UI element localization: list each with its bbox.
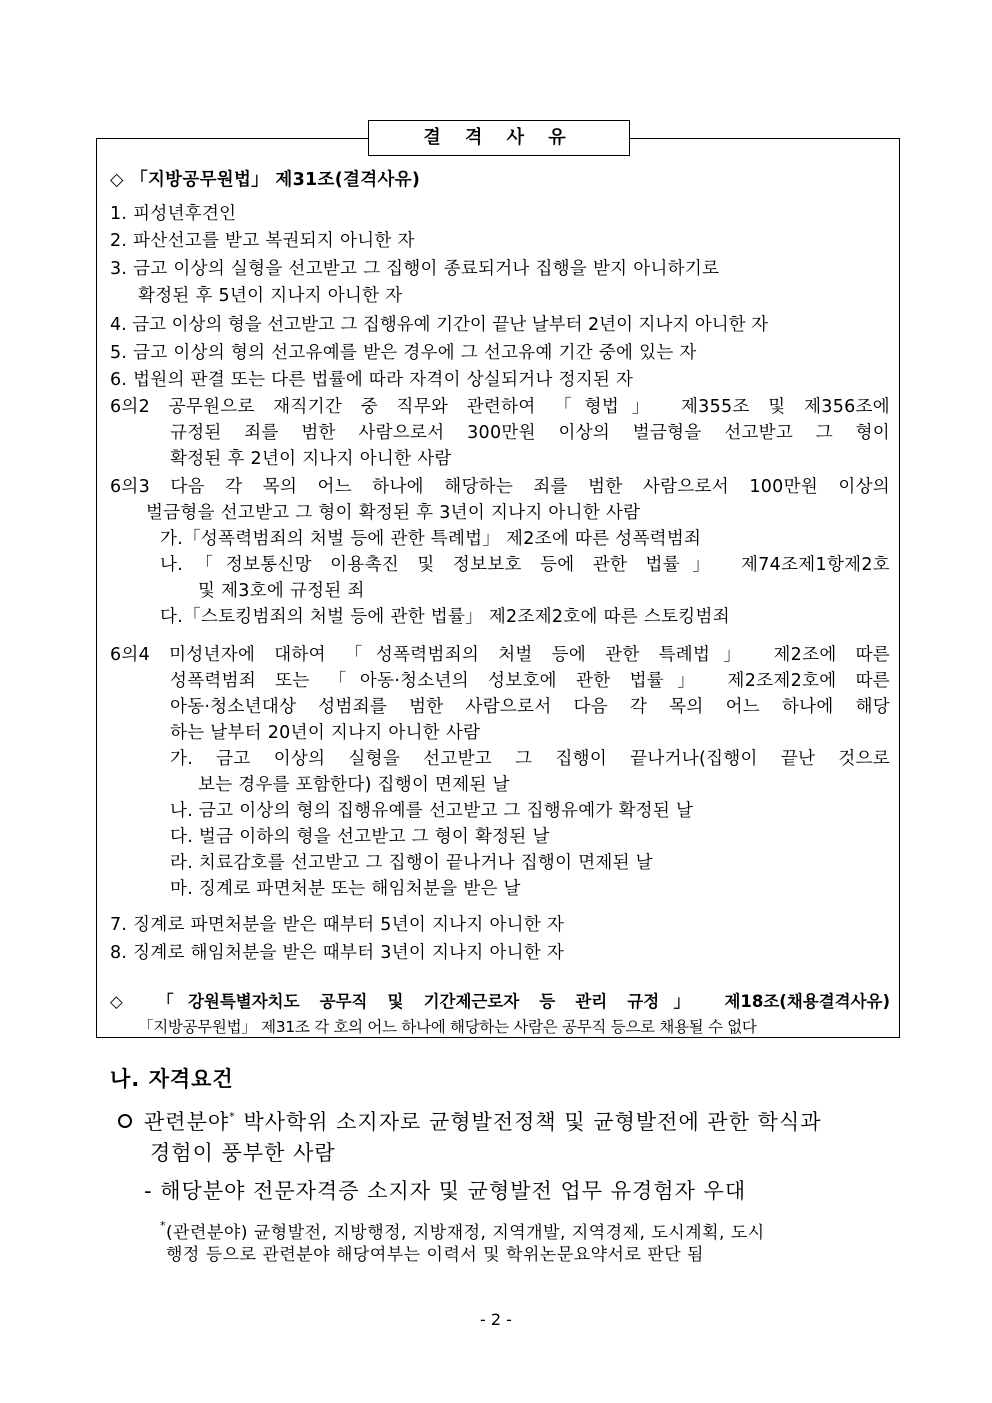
list-item: 6의4 미성년자에 대하여 「성폭력범죄의 처벌 등에 관한 특례법」 제2조에 따른	[110, 645, 890, 665]
list-item: 다.「스토킹범죄의 처벌 등에 관한 법률」 제2조제2호에 따른 스토킹범죄	[160, 607, 730, 627]
list-item: 가.「성폭력범죄의 처벌 등에 관한 특례법」 제2조에 따른 성폭력범죄	[160, 529, 702, 549]
footnote-text: (관련분야) 균형발전, 지방행정, 지방재정, 지역개발, 지역경제, 도시계획, 도시	[166, 1223, 765, 1243]
list-item: 1. 피성년후견인	[110, 204, 237, 224]
list-item: 6의3 다음 각 목의 어느 하나에 해당하는 죄를 범한 사람으로서 100만원 이상의	[110, 477, 890, 497]
list-item: 벌금형을 선고받고 그 형이 확정된 후 3년이 지나지 아니한 사람	[146, 503, 641, 523]
requirement-line: 경험이 풍부한 사람	[150, 1141, 336, 1165]
list-item: 4. 금고 이상의 형을 선고받고 그 집행유예 기간이 끝난 날부터 2년이 지나지 아니한 자	[110, 315, 769, 335]
list-item: 2. 파산선고를 받고 복권되지 아니한 자	[110, 231, 415, 251]
list-item: 하는 날부터 20년이 지나지 아니한 사람	[170, 723, 481, 743]
footnote-star: *	[160, 1219, 166, 1232]
law-heading: ◇ 「지방공무원법」 제31조(결격사유)	[110, 170, 421, 190]
list-item: 3. 금고 이상의 실형을 선고받고 그 집행이 종료되거나 집행을 받지 아니하기로	[110, 259, 720, 279]
list-item: 가. 금고 이상의 실형을 선고받고 그 집행이 끝나거나(집행이 끝난 것으로	[170, 749, 890, 769]
list-item: 라. 치료감호를 선고받고 그 집행이 끝나거나 집행이 면제된 날	[170, 853, 653, 873]
list-item: 나.「정보통신망 이용촉진 및 정보보호 등에 관한 법률」 제74조제1항제2호	[160, 555, 890, 575]
list-item: 마. 징계로 파면처분 또는 해임처분을 받은 날	[170, 879, 521, 899]
footnote-line: 행정 등으로 관련분야 해당여부는 이력서 및 학위논문요약서로 판단 됨	[166, 1245, 704, 1265]
box-title: 결 격 사 유	[368, 120, 630, 156]
list-item: 규정된 죄를 범한 사람으로서 300만원 이상의 벌금형을 선고받고 그 형이	[170, 423, 890, 443]
list-item: 보는 경우를 포함한다) 집행이 면제된 날	[198, 775, 510, 795]
footnote-line	[160, 1214, 765, 1245]
list-item: 나. 금고 이상의 형의 집행유예를 선고받고 그 집행유예가 확정된 날	[170, 801, 694, 821]
list-item: 6. 법원의 판결 또는 다른 법률에 따라 자격이 상실되거나 정지된 자	[110, 370, 634, 390]
page-number: - 2 -	[480, 1310, 512, 1329]
list-item: 6의2 공무원으로 재직기간 중 직무와 관련하여 「형법」 제355조 및 제356조에	[110, 397, 890, 417]
requirement-line	[118, 1102, 822, 1137]
list-item: 아동·청소년대상 성범죄를 범한 사람으로서 다음 각 목의 어느 하나에 해당	[170, 697, 890, 717]
regulation-heading: ◇ 「강원특별자치도 공무직 및 기간제근로자 등 관리 규정」 제18조(채용결격사유)	[110, 992, 890, 1011]
hollow-circle-bullet-icon	[118, 1114, 132, 1128]
list-item: 다. 벌금 이하의 형을 선고받고 그 형이 확정된 날	[170, 827, 550, 847]
list-item: 성폭력범죄 또는 「아동·청소년의 성보호에 관한 법률」 제2조제2호에 따른	[170, 671, 890, 691]
list-item: 5. 금고 이상의 형의 선고유예를 받은 경우에 그 선고유예 기간 중에 있는 자	[110, 343, 697, 363]
list-item: 7. 징계로 파면처분을 받은 때부터 5년이 지나지 아니한 자	[110, 915, 565, 935]
footnote-star: *	[229, 1110, 236, 1123]
list-item: 8. 징계로 해임처분을 받은 때부터 3년이 지나지 아니한 자	[110, 943, 565, 963]
section-title: 나. 자격요건	[110, 1067, 234, 1091]
regulation-text: 「지방공무원법」 제31조 각 호의 어느 하나에 해당하는 사람은 공무직 등으로 채용될 수 없다	[138, 1018, 757, 1036]
requirement-text: 관련분야	[144, 1110, 230, 1134]
list-item: 및 제3호에 규정된 죄	[198, 581, 365, 601]
list-item: 확정된 후 5년이 지나지 아니한 자	[138, 286, 403, 306]
list-item: 확정된 후 2년이 지나지 아니한 사람	[170, 449, 452, 469]
preference-line: - 해당분야 전문자격증 소지자 및 균형발전 업무 유경험자 우대	[144, 1179, 747, 1203]
requirement-text: 박사학위 소지자로 균형발전정책 및 균형발전에 관한 학식과	[235, 1110, 822, 1134]
